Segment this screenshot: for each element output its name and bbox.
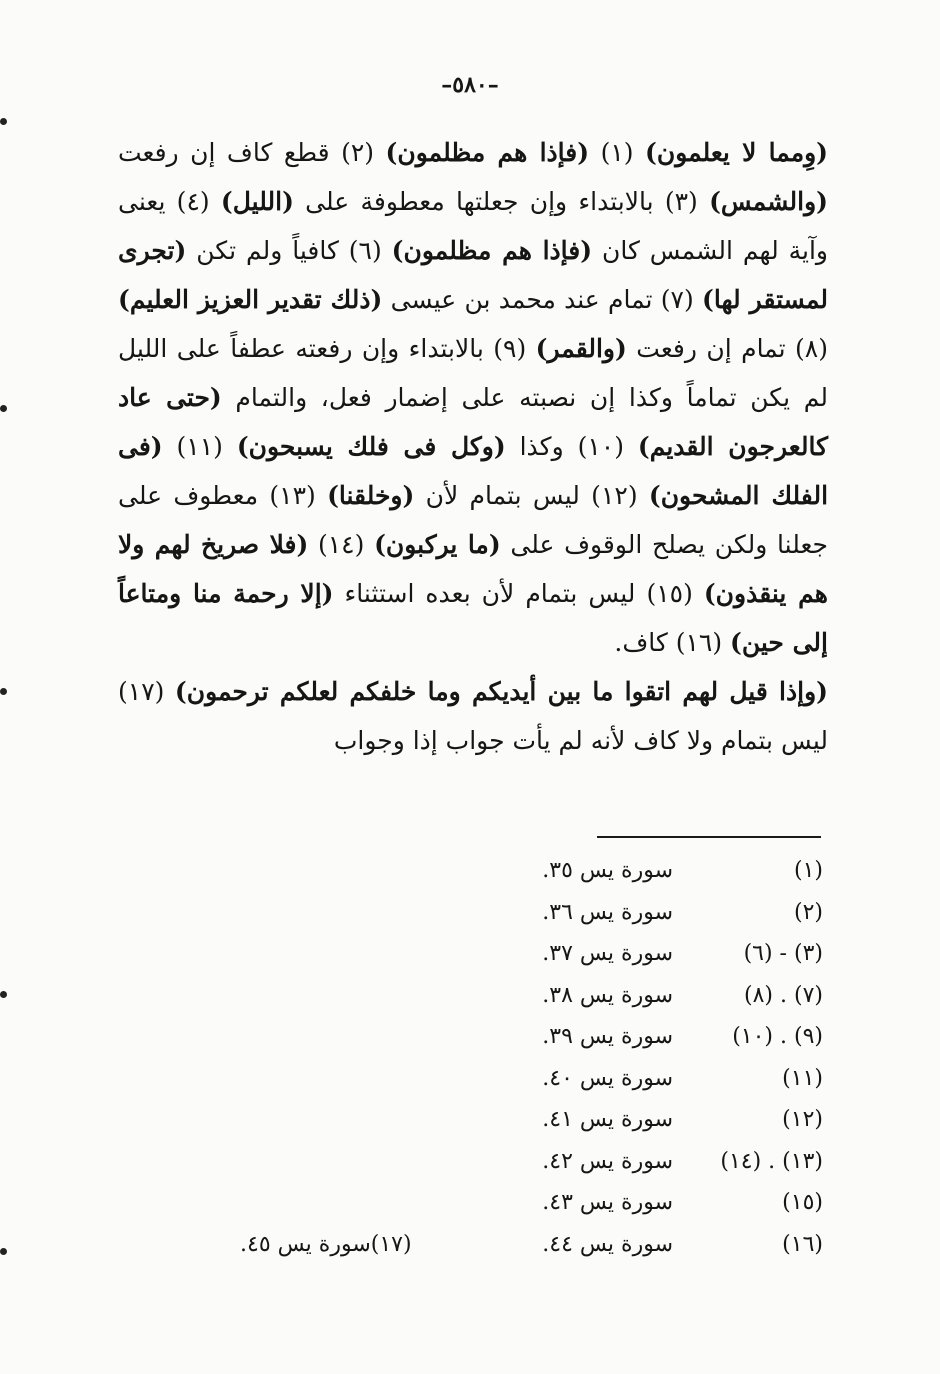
footnote-row xyxy=(118,852,823,894)
quran-quote: (إلا رحمة منا ومتاعاً إلى حين) xyxy=(118,579,828,657)
footnote-source: سورة يس ٣٨. xyxy=(542,982,673,1008)
quran-quote: (الليل) xyxy=(220,187,294,216)
commentary-text: (١١) xyxy=(162,432,237,461)
commentary-text: (١٥) ليس بتمام لأن بعده استثناء xyxy=(333,579,704,608)
footnote-ref: (١٣) . (١٤) xyxy=(720,1148,823,1174)
footnote-row xyxy=(118,935,823,977)
footnote-divider xyxy=(597,836,821,838)
quran-quote: (فإذا هم مظلمون) xyxy=(385,138,590,167)
paragraph xyxy=(118,128,828,667)
footnote-source: سورة يس ٣٩. xyxy=(542,1024,673,1049)
quran-quote: (تجرى لمستقر لها) xyxy=(118,236,829,314)
commentary-text: (٣) بالابتداء وإن جعلتها معطوفة على xyxy=(293,187,710,216)
quran-quote: (ما يركبون) xyxy=(374,530,501,559)
quran-quote: (حتى عاد كالعرجون القديم) xyxy=(118,383,829,461)
commentary-text: (٦) كافياً ولم تكن xyxy=(186,236,392,265)
footnote-row xyxy=(118,1018,823,1060)
quran-quote: (وخلقنا) xyxy=(327,481,415,510)
quran-quote: (ذلك تقدير العزيز العليم) xyxy=(118,285,383,314)
footnote-source: سورة يس ٤١. xyxy=(542,1107,673,1132)
commentary-text: (٤) يعنى وآية لهم الشمس كان xyxy=(118,187,829,265)
footnote-ref: (٣) - (٦) xyxy=(743,941,823,966)
footnotes xyxy=(118,852,823,1267)
main-text xyxy=(118,128,828,765)
quran-quote: (والشمس) xyxy=(709,187,829,216)
footnote-ref: (٧) . (٨) xyxy=(744,982,823,1008)
commentary-text: (١٠) وكذا xyxy=(505,432,638,461)
footnote-source: سورة يس ٤٤. xyxy=(542,1231,673,1257)
margin-dot xyxy=(0,118,7,125)
footnote-ref: (١٥) xyxy=(782,1190,823,1215)
footnote-source: سورة يس ٣٥. xyxy=(542,858,673,883)
footnote-extra: (١٧)سورة يس ٤٥. xyxy=(240,1231,412,1257)
quran-quote: (والقمر) xyxy=(535,334,627,363)
quran-quote: (فإذا هم مظلمون) xyxy=(391,236,593,265)
quran-quote: (وإذا قيل لهم اتقوا ما بين أيديكم وما خلفكم لعلكم ترحمون) xyxy=(174,677,828,706)
commentary-text: (٨) تمام إن رفعت xyxy=(626,334,828,363)
margin-dot xyxy=(0,405,7,412)
commentary-text: (١) xyxy=(589,138,646,167)
commentary-text: (١٤) xyxy=(308,530,375,559)
footnote-row xyxy=(118,1226,823,1268)
footnote-row xyxy=(118,1060,823,1102)
footnote-source: سورة يس ٣٦. xyxy=(542,899,673,925)
commentary-text: (٢) قطع كاف إن رفعت xyxy=(118,138,386,167)
page-number: –٥٨٠– xyxy=(441,72,499,98)
footnote-row xyxy=(118,894,823,936)
quran-quote: (وِمما لا يعلمون) xyxy=(645,138,828,167)
margin-dot xyxy=(0,688,7,695)
quran-quote: (فى الفلك المشحون) xyxy=(118,432,829,510)
quran-quote: (وكل فى فلك يسبحون) xyxy=(236,432,506,461)
margin-dot xyxy=(0,1248,7,1255)
quran-quote: (فلا صريخ لهم ولا هم ينقذون) xyxy=(118,530,828,608)
commentary-text: (١٦) كاف. xyxy=(614,628,731,657)
footnote-ref: (١٢) xyxy=(782,1107,823,1132)
footnote-ref: (١٦) xyxy=(782,1231,823,1257)
paragraph xyxy=(118,667,828,765)
commentary-text: (٧) تمام عند محمد بن عيسى xyxy=(382,285,703,314)
footnote-ref: (٢) xyxy=(793,899,823,925)
footnote-ref: (١١) xyxy=(782,1065,823,1091)
footnote-source: سورة يس ٣٧. xyxy=(542,941,673,966)
commentary-text: (٩) بالابتداء وإن رفعته عطفاً على الليل لم يكن تماماً وكذا إن نصبته على إضمار فعل، والتمام xyxy=(118,334,828,412)
footnote-row xyxy=(118,1184,823,1226)
commentary-text: (١٣) معطوف على جعلنا ولكن يصلح الوقوف على xyxy=(118,481,828,559)
footnote-row xyxy=(118,977,823,1019)
commentary-text: (١٧) ليس بتمام ولا كاف لأنه لم يأت جواب إذا وجواب xyxy=(118,677,828,755)
footnote-source: سورة يس ٤٠. xyxy=(542,1065,673,1091)
commentary-text: (١٢) ليس بتمام لأن xyxy=(414,481,649,510)
footnote-ref: (٩) . (١٠) xyxy=(732,1024,823,1049)
footnote-ref: (١) xyxy=(793,858,823,883)
footnote-row xyxy=(118,1143,823,1185)
footnote-source: سورة يس ٤٣. xyxy=(542,1190,673,1215)
footnote-source: سورة يس ٤٢. xyxy=(542,1148,673,1174)
margin-dot xyxy=(0,991,7,998)
footnote-row xyxy=(118,1101,823,1143)
